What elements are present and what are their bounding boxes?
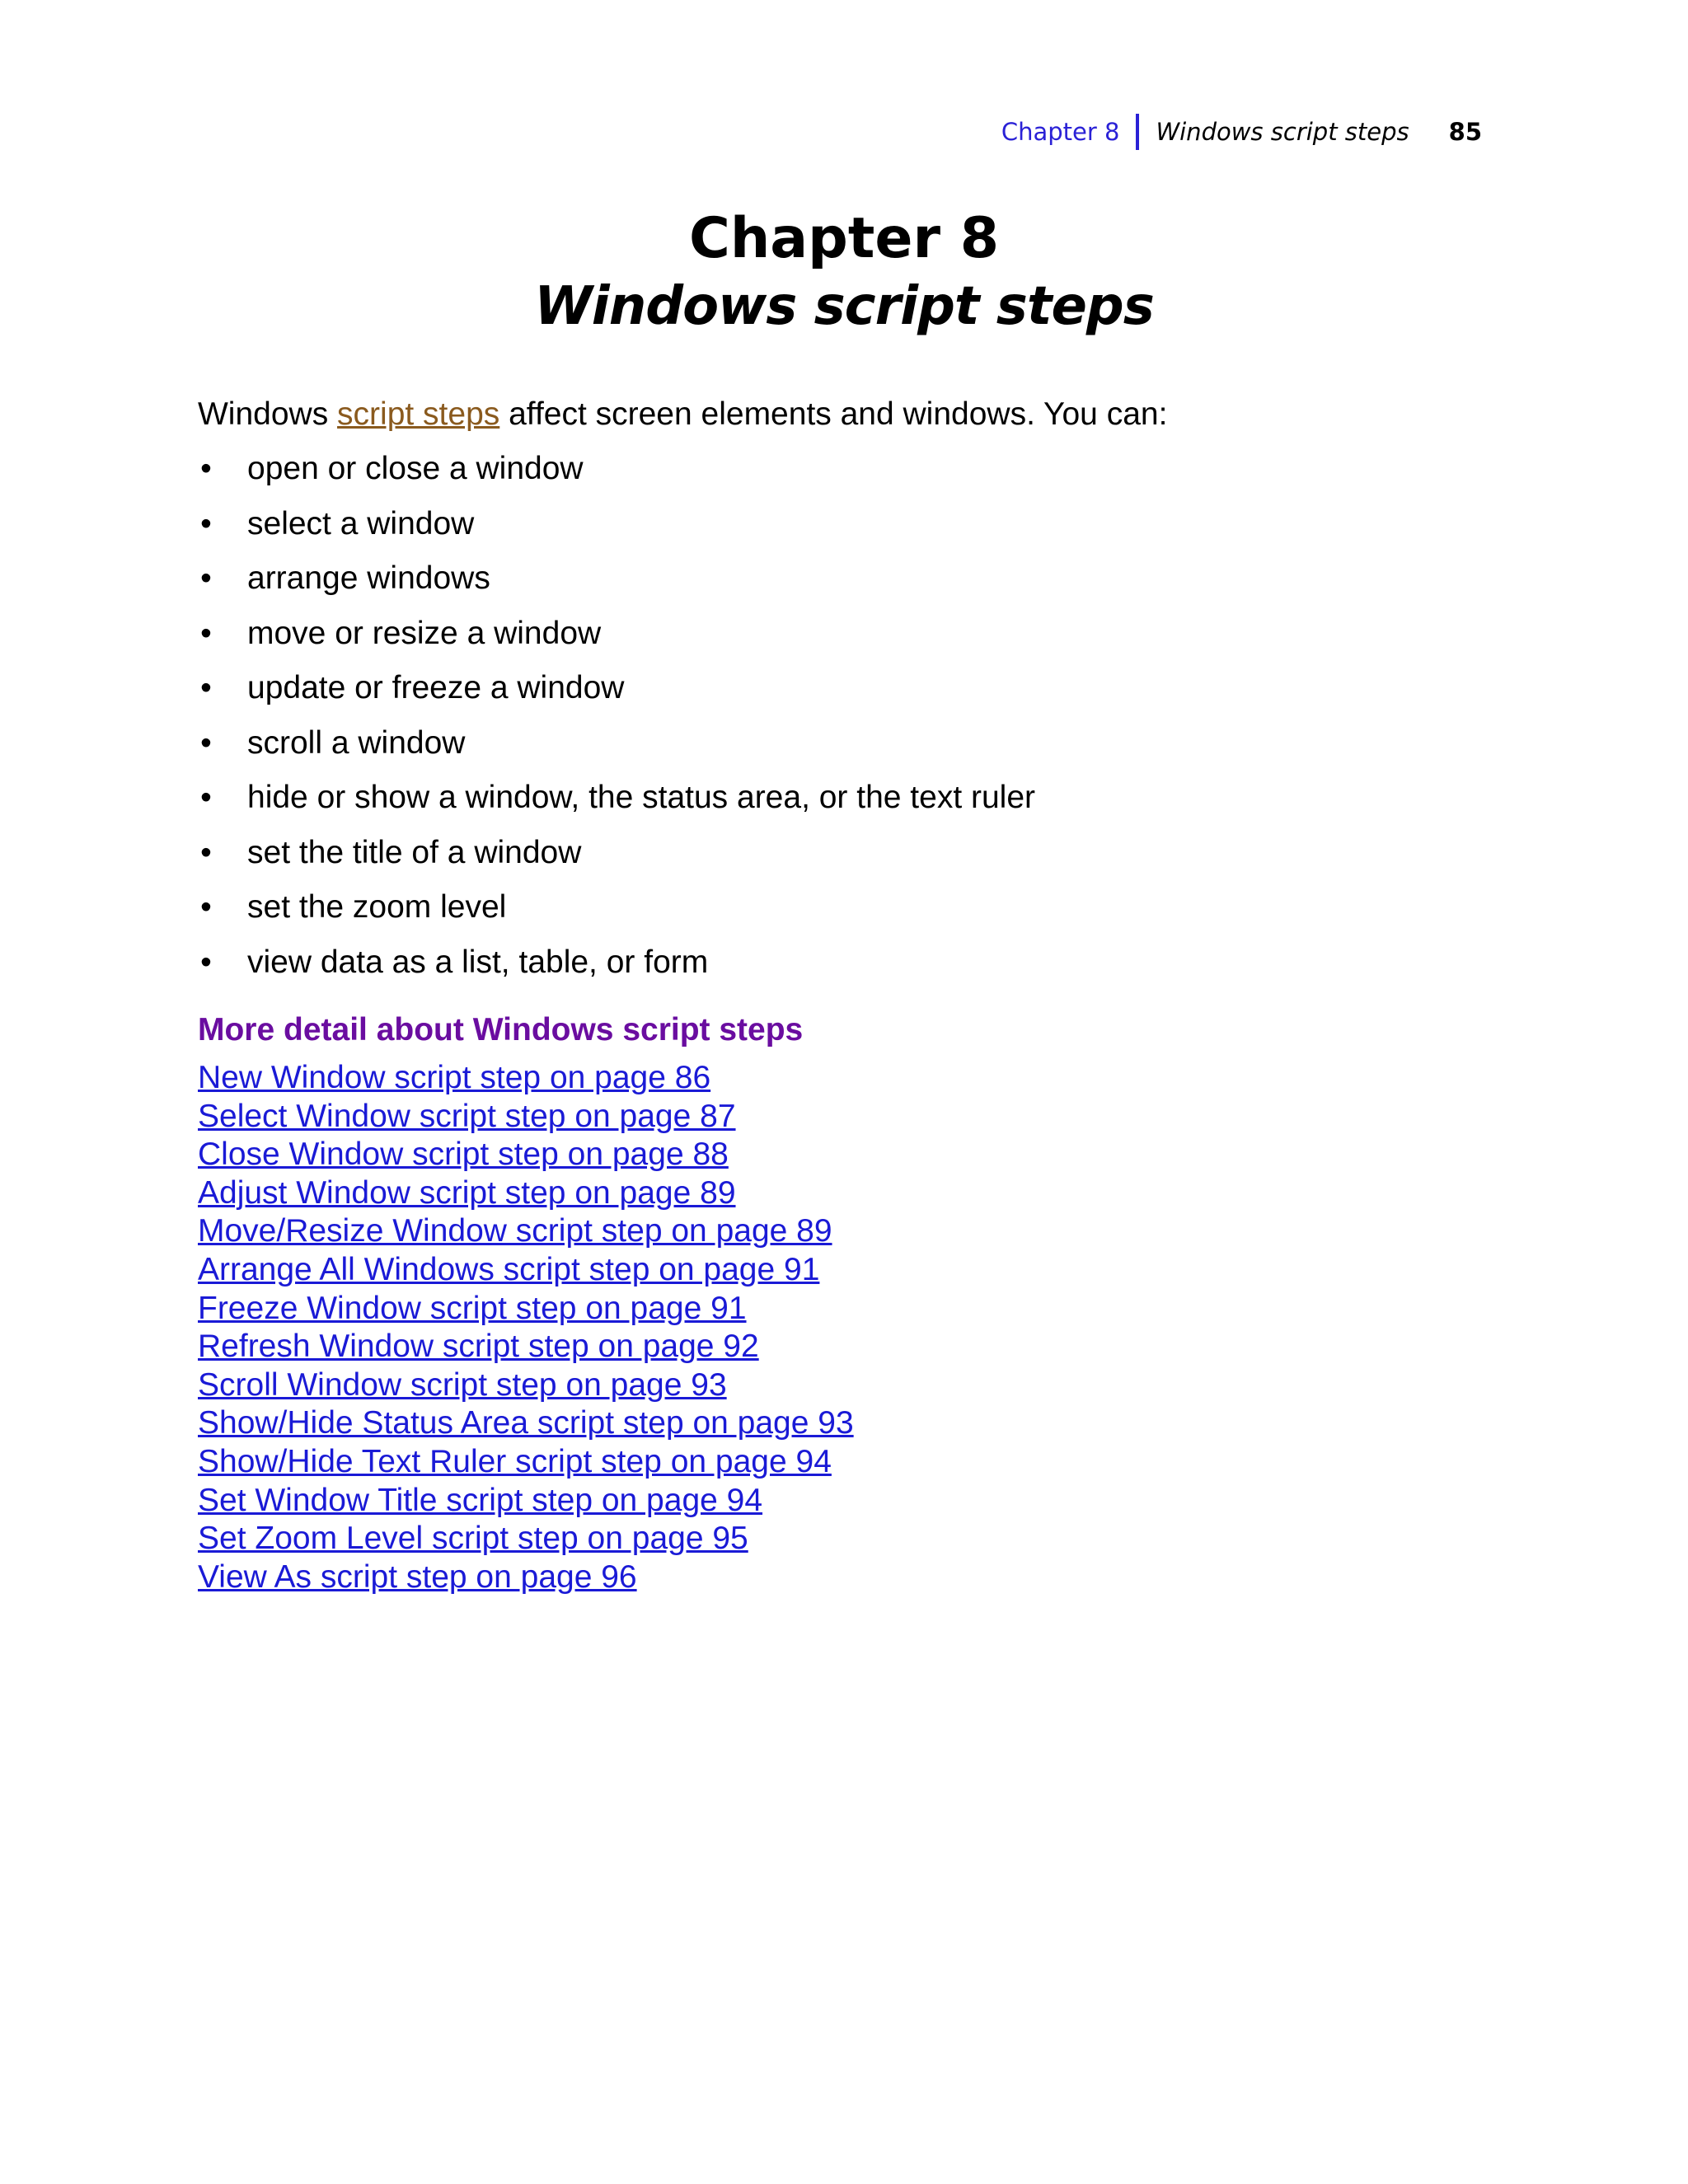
bullet-icon: • (200, 615, 212, 651)
list-item (198, 551, 1517, 607)
list-item (198, 1482, 1517, 1521)
bullet-icon: • (200, 505, 212, 541)
topic-link[interactable]: Refresh Window script step on page 92 (198, 1329, 759, 1365)
topic-link[interactable]: Show/Hide Text Ruler script step on page 94 (198, 1443, 832, 1479)
section-heading: More detail about Windows script steps (198, 1012, 804, 1047)
list-item (198, 1328, 1517, 1366)
script-steps-link[interactable]: script steps (337, 396, 500, 432)
list-item (198, 1059, 1517, 1098)
page-content (198, 391, 1517, 1596)
list-item (198, 935, 1517, 991)
list-item-text: set the zoom level (247, 889, 507, 925)
topic-link[interactable]: Close Window script step on page 88 (198, 1137, 729, 1173)
topic-link[interactable]: Adjust Window script step on page 89 (198, 1174, 736, 1211)
list-item-text: arrange windows (247, 560, 490, 596)
running-header (1001, 114, 1482, 150)
list-item (198, 1520, 1517, 1558)
list-item-text: hide or show a window, the status area, or the text ruler (247, 780, 1036, 815)
list-item (198, 1290, 1517, 1329)
running-header-chapter: Chapter 8 (1001, 118, 1120, 146)
topic-link[interactable]: Set Zoom Level script step on page 95 (198, 1521, 748, 1557)
list-item-text: move or resize a window (247, 615, 602, 651)
topic-link[interactable]: Select Window script step on page 87 (198, 1098, 736, 1134)
list-item (198, 1558, 1517, 1597)
bullet-icon: • (200, 724, 212, 761)
list-item (198, 1366, 1517, 1405)
topic-link[interactable]: Freeze Window script step on page 91 (198, 1290, 747, 1326)
bullet-icon: • (200, 944, 212, 980)
bullet-icon: • (200, 834, 212, 870)
intro-paragraph (198, 391, 1517, 438)
list-item (198, 716, 1517, 771)
list-item-text: scroll a window (247, 724, 466, 761)
chapter-heading (0, 204, 1688, 340)
bullet-icon: • (200, 560, 212, 596)
bullet-icon: • (200, 889, 212, 925)
list-item (198, 1404, 1517, 1443)
list-item (198, 442, 1517, 497)
topic-link[interactable]: View As script step on page 96 (198, 1558, 637, 1595)
list-item (198, 1098, 1517, 1137)
intro-text-after: affect screen elements and windows. You can: (499, 396, 1168, 432)
list-item (198, 497, 1517, 552)
list-item-text: set the title of a window (247, 834, 582, 870)
list-item (198, 661, 1517, 716)
chapter-title: Windows script steps (534, 276, 1154, 337)
running-header-divider (1136, 114, 1139, 150)
chapter-number: Chapter 8 (688, 206, 1000, 271)
list-item (198, 607, 1517, 662)
topic-link[interactable]: Scroll Window script step on page 93 (198, 1366, 727, 1403)
capabilities-list (198, 442, 1517, 990)
list-item-text: open or close a window (247, 451, 584, 486)
topic-link[interactable]: Show/Hide Status Area script step on page 93 (198, 1405, 854, 1441)
list-item (198, 771, 1517, 826)
list-item-text: select a window (247, 505, 475, 541)
list-item (198, 880, 1517, 935)
list-item (198, 1212, 1517, 1251)
topic-link[interactable]: Set Window Title script step on page 94 (198, 1482, 763, 1518)
bullet-icon: • (200, 670, 212, 705)
list-item (198, 1443, 1517, 1482)
topic-link[interactable]: New Window script step on page 86 (198, 1060, 711, 1095)
list-item (198, 1251, 1517, 1290)
list-item (198, 1174, 1517, 1213)
topic-link[interactable]: Arrange All Windows script step on page 91 (198, 1251, 820, 1287)
intro-text-before: Windows (198, 396, 338, 432)
list-item (198, 1136, 1517, 1174)
page-number: 85 (1448, 118, 1482, 146)
running-header-title: Windows script steps (1156, 118, 1409, 146)
list-item (198, 826, 1517, 881)
bullet-icon: • (200, 451, 212, 486)
bullet-icon: • (200, 780, 212, 815)
list-item-text: view data as a list, table, or form (247, 944, 709, 980)
related-topics-list (198, 1059, 1517, 1596)
topic-link[interactable]: Move/Resize Window script step on page 89 (198, 1213, 832, 1249)
list-item-text: update or freeze a window (247, 670, 625, 705)
